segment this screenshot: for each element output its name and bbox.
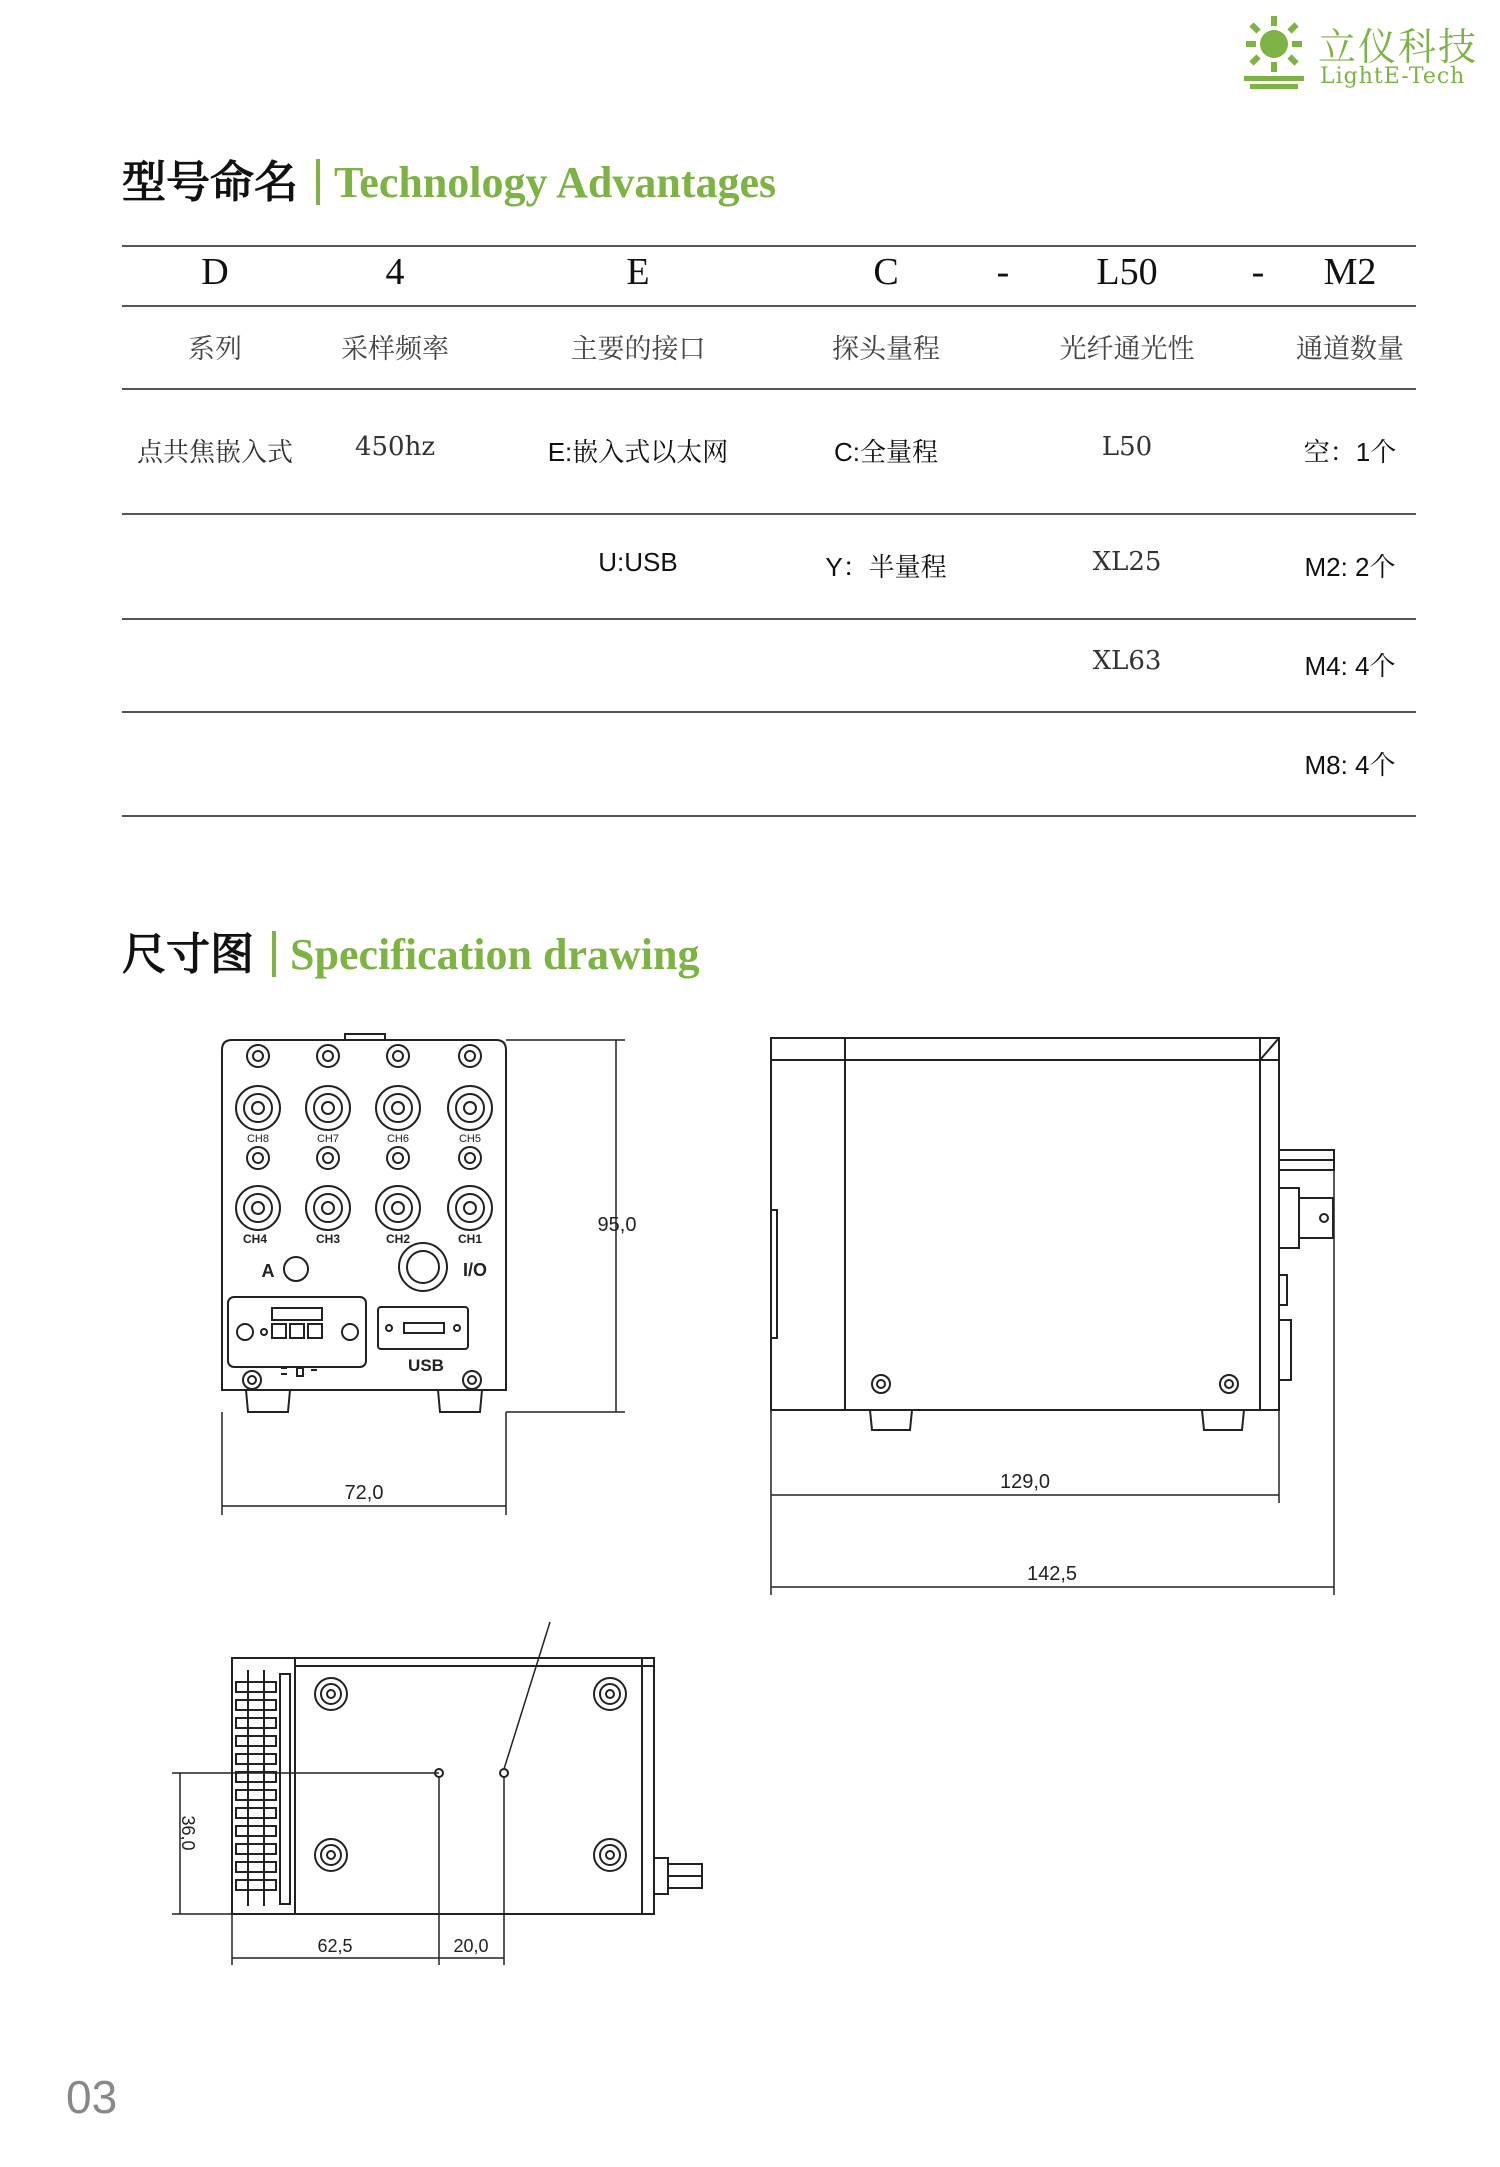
channel-label: CH1 (457, 1232, 483, 1246)
front-height-dimension: 95,0 (597, 1214, 637, 1236)
led-label: A (261, 1261, 275, 1281)
table-cell: C:全量程 (833, 437, 939, 467)
section-title-cn: 型号命名 (122, 157, 298, 208)
code-dash: - (996, 251, 1010, 293)
front-top-tab (345, 1034, 385, 1040)
logo-text-cn: 立仪科技 (1318, 25, 1479, 69)
side-dimensions (771, 1170, 1334, 1595)
table-rule (122, 388, 1416, 390)
front-dimensions (222, 1040, 625, 1515)
code-series: D (201, 251, 229, 293)
title-divider (272, 931, 276, 977)
front-foot (438, 1390, 482, 1412)
code-dash: - (1251, 251, 1265, 293)
front-width-dimension: 72,0 (344, 1482, 384, 1504)
table-cell: L50 (1101, 432, 1153, 462)
table-cell: M8: 4个 (1304, 750, 1396, 780)
table-rule (122, 513, 1416, 515)
side-panel (771, 1210, 777, 1338)
channel-label: CH5 (458, 1133, 482, 1145)
specification-drawing (0, 1020, 1500, 2020)
front-mid-connectors (247, 1147, 481, 1169)
side-bnc (1279, 1188, 1299, 1248)
channel-label: CH3 (315, 1232, 341, 1246)
channel-label: CH2 (385, 1232, 411, 1246)
header-channels: 通道数量 (1296, 334, 1404, 365)
bottom-offset-y-dimension: 36,0 (178, 1815, 198, 1851)
led-indicator (284, 1257, 308, 1281)
header-range: 探头量程 (832, 334, 940, 365)
front-foot (246, 1390, 290, 1412)
code-interface: E (626, 251, 650, 293)
table-cell: M2: 2个 (1304, 552, 1396, 582)
table-rule (122, 711, 1416, 713)
bottom-offset-x2-dimension: 20,0 (453, 1936, 489, 1956)
side-foot (870, 1410, 912, 1430)
code-fiber: L50 (1096, 251, 1158, 293)
section-title-drawing (122, 918, 699, 982)
logo-sun-icon (1238, 14, 1310, 92)
table-cell: Y：半量程 (825, 552, 947, 582)
table-cell: 450hz (354, 432, 436, 462)
code-channels: M2 (1323, 251, 1377, 293)
table-cell: 点共焦嵌入式 (136, 438, 294, 468)
usb-label: USB (408, 1356, 444, 1375)
table-cell: M4: 4个 (1304, 651, 1396, 681)
table-cell: XL25 (1092, 547, 1162, 577)
lower-channel-connectors (236, 1186, 492, 1230)
header-fiber: 光纤通光性 (1059, 334, 1195, 365)
table-rule (122, 618, 1416, 620)
section-title-en: Specification drawing (290, 930, 700, 979)
front-body (222, 1040, 506, 1390)
front-top-connectors (247, 1045, 481, 1067)
channel-label: CH6 (386, 1133, 410, 1145)
side-total-length-dimension: 142,5 (1026, 1563, 1078, 1585)
side-body (771, 1038, 1279, 1410)
title-divider (316, 159, 320, 205)
code-frequency: 4 (385, 251, 405, 293)
channel-label: CH8 (246, 1133, 270, 1145)
table-cell: E:嵌入式以太网 (547, 437, 729, 467)
bottom-offset-x1-dimension: 62,5 (317, 1936, 353, 1956)
code-range: C (873, 251, 899, 293)
mounting-feet (315, 1678, 626, 1871)
section-title-cn: 尺寸图 (122, 929, 254, 980)
heat-sink-fins (236, 1670, 290, 1906)
header-interface: 主要的接口 (570, 334, 706, 365)
table-cell: XL63 (1092, 646, 1162, 676)
front-view (222, 1034, 636, 1515)
upper-channel-connectors (236, 1086, 492, 1130)
section-title-naming (122, 146, 776, 210)
logo-text-en: LightE-Tech (1320, 64, 1466, 89)
side-foot (1202, 1410, 1244, 1430)
channel-label: CH4 (242, 1232, 268, 1246)
io-label: I/O (462, 1260, 488, 1280)
bottom-view (172, 1622, 702, 1965)
table-cell: U:USB (598, 547, 678, 577)
table-rule (122, 305, 1416, 307)
table-rule (122, 815, 1416, 817)
header-frequency: 采样频率 (341, 334, 449, 365)
leader-line (504, 1622, 550, 1769)
side-body-length-dimension: 129,0 (999, 1471, 1051, 1493)
company-logo (1238, 14, 1478, 94)
channel-label: CH7 (316, 1133, 340, 1145)
table-rule (122, 245, 1416, 247)
table-cell: 空：1个 (1303, 437, 1397, 467)
side-view (771, 1038, 1334, 1595)
mount-hole (500, 1769, 508, 1777)
header-series: 系列 (188, 334, 242, 365)
section-title-en: Technology Advantages (334, 158, 777, 207)
page-number: 03 (66, 2071, 118, 2123)
